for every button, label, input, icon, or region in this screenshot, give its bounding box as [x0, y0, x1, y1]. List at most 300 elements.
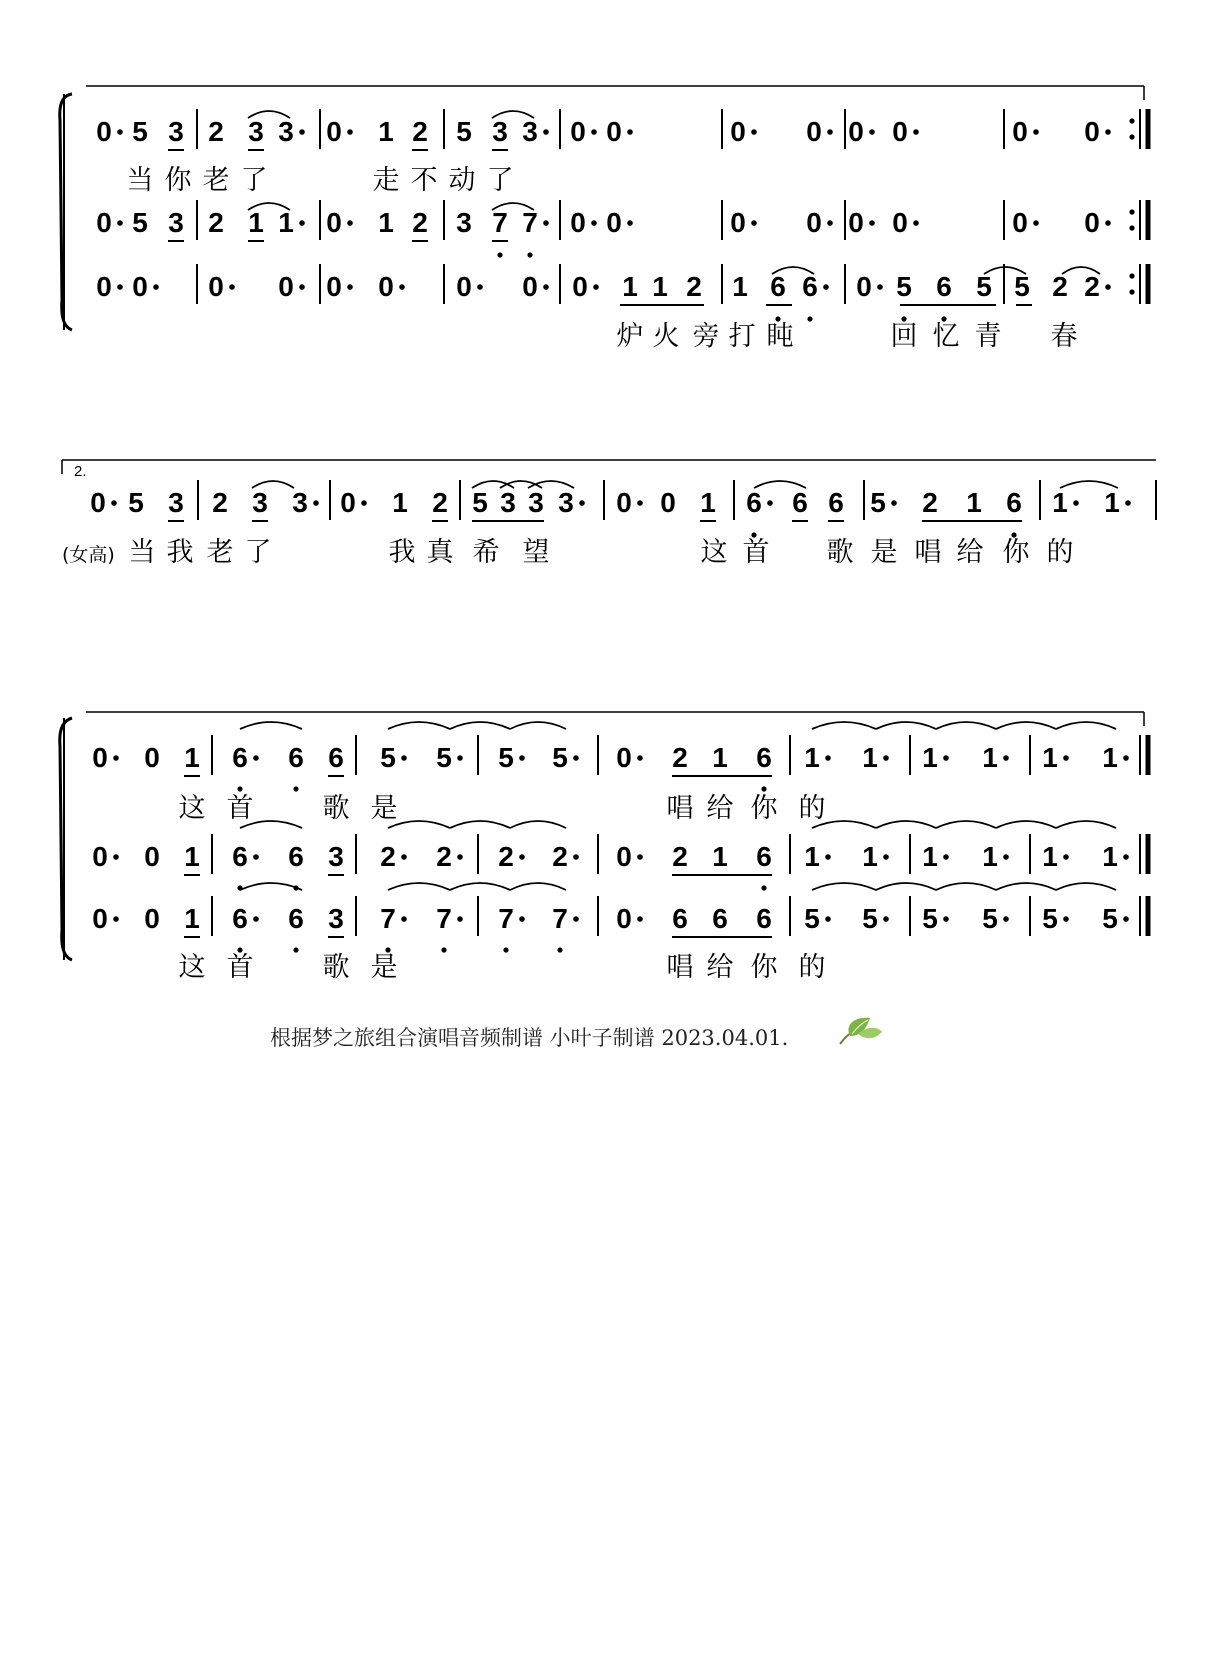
augmentation-dot: [579, 500, 585, 506]
augmentation-dot: [591, 129, 597, 135]
augmentation-dot: [111, 500, 117, 506]
note-digit: 2: [1084, 271, 1100, 302]
note-digit: 0: [570, 207, 586, 238]
note-digit: 0: [848, 116, 864, 147]
lyric-char: 不: [410, 165, 438, 196]
lyric-char: 青: [974, 321, 1002, 352]
augmentation-dot: [117, 284, 123, 290]
system-brace: [60, 718, 72, 960]
note-digit: 6: [712, 903, 728, 934]
note-digit: 5: [862, 903, 878, 934]
note-digit: 5: [472, 487, 488, 518]
note-digit: 6: [756, 742, 772, 773]
augmentation-dot: [1073, 500, 1079, 506]
low-octave-dot: [557, 947, 562, 952]
tie-arc: [240, 883, 302, 890]
note-digit: 6: [792, 487, 808, 518]
note-digit: 0: [522, 271, 538, 302]
tie-arc: [1056, 821, 1116, 828]
note-digit: 1: [922, 841, 938, 872]
note-digit: 7: [522, 207, 538, 238]
note-digit: 0: [144, 742, 160, 773]
low-octave-dot: [293, 786, 298, 791]
note-digit: 2: [208, 207, 224, 238]
repeat-dot: [1129, 209, 1134, 214]
augmentation-dot: [1063, 854, 1069, 860]
augmentation-dot: [943, 916, 949, 922]
note-digit: 0: [378, 271, 394, 302]
note-digit: 1: [1104, 487, 1120, 518]
note-digit: 5: [1042, 903, 1058, 934]
augmentation-dot: [1003, 755, 1009, 761]
repeat-dot: [1129, 289, 1134, 294]
tie-arc: [240, 722, 302, 729]
note-digit: 7: [380, 903, 396, 934]
note-digit: 3: [456, 207, 472, 238]
note-digit: 2: [672, 742, 688, 773]
note-digit: 0: [856, 271, 872, 302]
augmentation-dot: [229, 284, 235, 290]
augmentation-dot: [1123, 854, 1129, 860]
low-octave-dot: [503, 947, 508, 952]
augmentation-dot: [827, 129, 833, 135]
augmentation-dot: [825, 854, 831, 860]
augmentation-dot: [299, 220, 305, 226]
tie-arc: [876, 883, 936, 890]
note-digit: 0: [606, 207, 622, 238]
lyric-char: 走: [372, 165, 400, 196]
lyric-char: 是: [370, 952, 398, 983]
note-digit: 1: [1102, 841, 1118, 872]
augmentation-dot: [1063, 916, 1069, 922]
note-digit: 0: [90, 487, 106, 518]
note-digit: 6: [288, 742, 304, 773]
note-digit: 0: [616, 903, 632, 934]
augmentation-dot: [299, 129, 305, 135]
note-digit: 5: [804, 903, 820, 934]
augmentation-dot: [253, 916, 259, 922]
note-digit: 0: [730, 207, 746, 238]
augmentation-dot: [751, 129, 757, 135]
lyric-char: 忆: [932, 321, 960, 352]
augmentation-dot: [477, 284, 483, 290]
repeat-dot: [1129, 118, 1134, 123]
lyric-char: 的: [798, 793, 826, 824]
augmentation-dot: [637, 854, 643, 860]
note-digit: 6: [802, 271, 818, 302]
augmentation-dot: [361, 500, 367, 506]
lyric-char: 给: [706, 952, 734, 983]
note-digit: 2: [552, 841, 568, 872]
note-digit: 0: [848, 207, 864, 238]
lyric-char: 我: [388, 537, 416, 568]
augmentation-dot: [1033, 129, 1039, 135]
tie-arc: [996, 821, 1056, 828]
note-digit: 5: [1014, 271, 1030, 302]
note-digit: 0: [326, 116, 342, 147]
note-digit: 5: [436, 742, 452, 773]
augmentation-dot: [1105, 284, 1111, 290]
lyric-char: 你: [1002, 537, 1030, 568]
lyric-char: 我: [166, 537, 194, 568]
note-digit: 1: [862, 742, 878, 773]
note-digit: 3: [278, 116, 294, 147]
augmentation-dot: [637, 755, 643, 761]
note-digit: 0: [456, 271, 472, 302]
augmentation-dot: [913, 129, 919, 135]
augmentation-dot: [1003, 854, 1009, 860]
augmentation-dot: [1105, 129, 1111, 135]
note-digit: 6: [672, 903, 688, 934]
low-octave-dot: [761, 885, 766, 890]
repeat-dot: [1129, 273, 1134, 278]
note-digit: 2: [922, 487, 938, 518]
low-octave-dot: [237, 786, 242, 791]
note-digit: 0: [1012, 207, 1028, 238]
lyric-char: 当: [126, 165, 154, 196]
augmentation-dot: [399, 284, 405, 290]
low-octave-dot: [761, 786, 766, 791]
note-digit: 0: [96, 207, 112, 238]
augmentation-dot: [573, 755, 579, 761]
tie-arc: [1056, 883, 1116, 890]
note-digit: 2: [208, 116, 224, 147]
note-digit: 7: [498, 903, 514, 934]
note-digit: 1: [732, 271, 748, 302]
note-digit: 5: [982, 903, 998, 934]
low-octave-dot: [807, 316, 812, 321]
note-digit: 6: [770, 271, 786, 302]
augmentation-dot: [825, 755, 831, 761]
tie-arc: [876, 821, 936, 828]
note-digit: 2: [412, 116, 428, 147]
lyric-char: 唱: [666, 793, 694, 824]
low-octave-dot: [441, 947, 446, 952]
tie-arc: [812, 883, 876, 890]
augmentation-dot: [943, 854, 949, 860]
note-digit: 2: [686, 271, 702, 302]
augmentation-dot: [347, 284, 353, 290]
lyric-char: 打: [728, 321, 756, 352]
note-digit: 0: [806, 116, 822, 147]
note-digit: 0: [326, 207, 342, 238]
augmentation-dot: [1033, 220, 1039, 226]
augmentation-dot: [347, 220, 353, 226]
lyric-char: 旁: [692, 321, 720, 352]
augmentation-dot: [519, 854, 525, 860]
score-marks: [60, 86, 1156, 983]
augmentation-dot: [113, 916, 119, 922]
augmentation-dot: [1003, 916, 1009, 922]
augmentation-dot: [1123, 916, 1129, 922]
note-digit: 1: [966, 487, 982, 518]
lyric-char: 是: [870, 537, 898, 568]
lyric-char: 你: [164, 165, 192, 196]
note-digit: 0: [92, 841, 108, 872]
note-digit: 0: [144, 841, 160, 872]
tie-arc: [510, 722, 566, 729]
augmentation-dot: [457, 854, 463, 860]
note-digit: 1: [804, 841, 820, 872]
augmentation-dot: [253, 854, 259, 860]
note-digit: 6: [232, 841, 248, 872]
augmentation-dot: [877, 284, 883, 290]
augmentation-dot: [573, 916, 579, 922]
augmentation-dot: [869, 129, 875, 135]
note-digit: 5: [922, 903, 938, 934]
tie-arc: [510, 821, 566, 828]
note-digit: 3: [558, 487, 574, 518]
lyric-char: 的: [1046, 537, 1074, 568]
note-digit: 2: [212, 487, 228, 518]
note-digit: 5: [976, 271, 992, 302]
augmentation-dot: [637, 916, 643, 922]
tie-arc: [388, 722, 450, 729]
note-digit: 2: [1052, 271, 1068, 302]
augmentation-dot: [825, 916, 831, 922]
lyric-char: 歌: [322, 793, 350, 824]
augmentation-dot: [117, 129, 123, 135]
augmentation-dot: [827, 220, 833, 226]
augmentation-dot: [883, 916, 889, 922]
augmentation-dot: [591, 220, 597, 226]
lyric-char: 动: [448, 165, 476, 196]
augmentation-dot: [913, 220, 919, 226]
note-digit: 3: [528, 487, 544, 518]
note-digit: 2: [672, 841, 688, 872]
augmentation-dot: [823, 284, 829, 290]
note-digit: 3: [492, 116, 508, 147]
lyric-char: 首: [226, 952, 254, 983]
note-digit: 7: [436, 903, 452, 934]
note-digit: 0: [616, 742, 632, 773]
lyric-char: 唱: [666, 952, 694, 983]
lyric-char: 望: [522, 537, 550, 568]
low-octave-dot: [497, 252, 502, 257]
lyric-char: 歌: [826, 537, 854, 568]
note-digit: 0: [92, 742, 108, 773]
augmentation-dot: [883, 755, 889, 761]
lyric-char: 火: [652, 321, 680, 352]
note-digit: 1: [922, 742, 938, 773]
note-digit: 1: [1052, 487, 1068, 518]
note-digit: 0: [278, 271, 294, 302]
lyric-char: 了: [244, 537, 272, 568]
note-digit: 0: [208, 271, 224, 302]
note-digit: 6: [328, 742, 344, 773]
note-digit: 6: [936, 271, 952, 302]
note-digit: 1: [862, 841, 878, 872]
augmentation-dot: [519, 916, 525, 922]
note-digit: 3: [248, 116, 264, 147]
augmentation-dot: [519, 755, 525, 761]
note-digit: 5: [552, 742, 568, 773]
augmentation-dot: [883, 854, 889, 860]
note-digit: 3: [500, 487, 516, 518]
note-digit: 5: [896, 271, 912, 302]
note-digit: 2: [436, 841, 452, 872]
lyric-char: 这: [178, 793, 206, 824]
note-digit: 0: [326, 271, 342, 302]
note-digit: 6: [756, 841, 772, 872]
lyric-char: 当: [128, 537, 156, 568]
note-digit: 0: [96, 116, 112, 147]
augmentation-dot: [1123, 755, 1129, 761]
lyric-char: 炉: [616, 321, 644, 352]
lyric-char: 这: [700, 537, 728, 568]
augmentation-dot: [1105, 220, 1111, 226]
note-digit: 1: [652, 271, 668, 302]
augmentation-dot: [313, 500, 319, 506]
lyric-char: 是: [370, 793, 398, 824]
note-digit: 1: [184, 742, 200, 773]
footer-credit: 根据梦之旅组合演唱音频制谱 小叶子制谱 2023.04.01.: [270, 1026, 789, 1050]
lyric-char: 真: [426, 537, 454, 568]
note-digit: 5: [456, 116, 472, 147]
note-digit: 1: [804, 742, 820, 773]
note-digit: 3: [292, 487, 308, 518]
note-digit: 7: [552, 903, 568, 934]
note-digit: 0: [616, 841, 632, 872]
note-digit: 6: [232, 903, 248, 934]
note-digit: 3: [328, 841, 344, 872]
augmentation-dot: [869, 220, 875, 226]
tie-arc: [450, 821, 510, 828]
lyric-char: 的: [798, 952, 826, 983]
note-digit: 1: [982, 742, 998, 773]
note-digit: 3: [168, 487, 184, 518]
augmentation-dot: [543, 220, 549, 226]
augmentation-dot: [637, 500, 643, 506]
note-digit: 0: [606, 116, 622, 147]
note-digit: 1: [278, 207, 294, 238]
note-digit: 1: [1042, 742, 1058, 773]
lyric-char: 回: [890, 321, 918, 352]
note-digit: 6: [232, 742, 248, 773]
note-digit: 3: [252, 487, 268, 518]
note-digit: 5: [380, 742, 396, 773]
note-digit: 5: [870, 487, 886, 518]
lyric-char: 你: [750, 793, 778, 824]
note-digit: 6: [1006, 487, 1022, 518]
tie-arc: [1056, 722, 1116, 729]
augmentation-dot: [627, 129, 633, 135]
lyric-char: 了: [240, 165, 268, 196]
note-digit: 0: [892, 116, 908, 147]
note-digit: 5: [132, 116, 148, 147]
note-digit: 0: [730, 116, 746, 147]
leaf-icon: [836, 1014, 884, 1053]
note-digit: 5: [1102, 903, 1118, 934]
note-digit: 2: [412, 207, 428, 238]
note-digit: 0: [144, 903, 160, 934]
note-digit: 6: [288, 903, 304, 934]
lyric-char: 这: [178, 952, 206, 983]
note-digit: 3: [168, 207, 184, 238]
lyric-char: 首: [226, 793, 254, 824]
note-digit: 0: [570, 116, 586, 147]
low-octave-dot: [527, 252, 532, 257]
note-digit: 1: [712, 742, 728, 773]
part-label: (女高): [62, 544, 115, 566]
note-digit: 1: [1102, 742, 1118, 773]
note-digit: 1: [184, 903, 200, 934]
repeat-dot: [1129, 134, 1134, 139]
augmentation-dot: [457, 916, 463, 922]
note-digit: 0: [340, 487, 356, 518]
note-digit: 3: [328, 903, 344, 934]
augmentation-dot: [117, 220, 123, 226]
augmentation-dot: [401, 755, 407, 761]
note-digit: 1: [392, 487, 408, 518]
augmentation-dot: [767, 500, 773, 506]
note-digit: 6: [746, 487, 762, 518]
lyric-char: 老: [202, 165, 230, 196]
lyric-char: 首: [742, 537, 770, 568]
augmentation-dot: [113, 854, 119, 860]
augmentation-dot: [113, 755, 119, 761]
note-digit: 6: [828, 487, 844, 518]
augmentation-dot: [943, 755, 949, 761]
repeat-dot: [1129, 225, 1134, 230]
augmentation-dot: [593, 284, 599, 290]
augmentation-dot: [253, 755, 259, 761]
tie-arc: [510, 883, 566, 890]
note-digit: 0: [96, 271, 112, 302]
note-digit: 1: [378, 207, 394, 238]
note-digit: 1: [700, 487, 716, 518]
augmentation-dot: [401, 916, 407, 922]
note-digit: 2: [498, 841, 514, 872]
note-digit: 0: [1012, 116, 1028, 147]
tie-arc: [450, 883, 510, 890]
note-digit: 0: [132, 271, 148, 302]
note-digit: 1: [1042, 841, 1058, 872]
tie-arc: [450, 722, 510, 729]
lyric-char: 唱: [914, 537, 942, 568]
note-digit: 3: [522, 116, 538, 147]
lyric-char: 盹: [766, 321, 794, 352]
note-digit: 1: [622, 271, 638, 302]
lyric-char: 给: [956, 537, 984, 568]
lyric-char: 希: [472, 537, 500, 568]
note-digit: 0: [92, 903, 108, 934]
note-digit: 0: [892, 207, 908, 238]
note-digit: 5: [132, 207, 148, 238]
tie-arc: [812, 722, 876, 729]
tie-arc: [876, 722, 936, 729]
augmentation-dot: [751, 220, 757, 226]
augmentation-dot: [401, 854, 407, 860]
tie-arc: [388, 883, 450, 890]
augmentation-dot: [891, 500, 897, 506]
lyric-char: 老: [206, 537, 234, 568]
augmentation-dot: [153, 284, 159, 290]
note-digit: 0: [1084, 207, 1100, 238]
note-digit: 0: [616, 487, 632, 518]
augmentation-dot: [1125, 500, 1131, 506]
note-digit: 0: [806, 207, 822, 238]
note-digit: 5: [498, 742, 514, 773]
tie-arc: [996, 883, 1056, 890]
volta-number: 2.: [74, 463, 87, 480]
low-octave-dot: [293, 947, 298, 952]
note-digit: 1: [982, 841, 998, 872]
augmentation-dot: [627, 220, 633, 226]
lyric-char: 春: [1050, 321, 1078, 352]
note-digit: 3: [168, 116, 184, 147]
note-digit: 1: [378, 116, 394, 147]
